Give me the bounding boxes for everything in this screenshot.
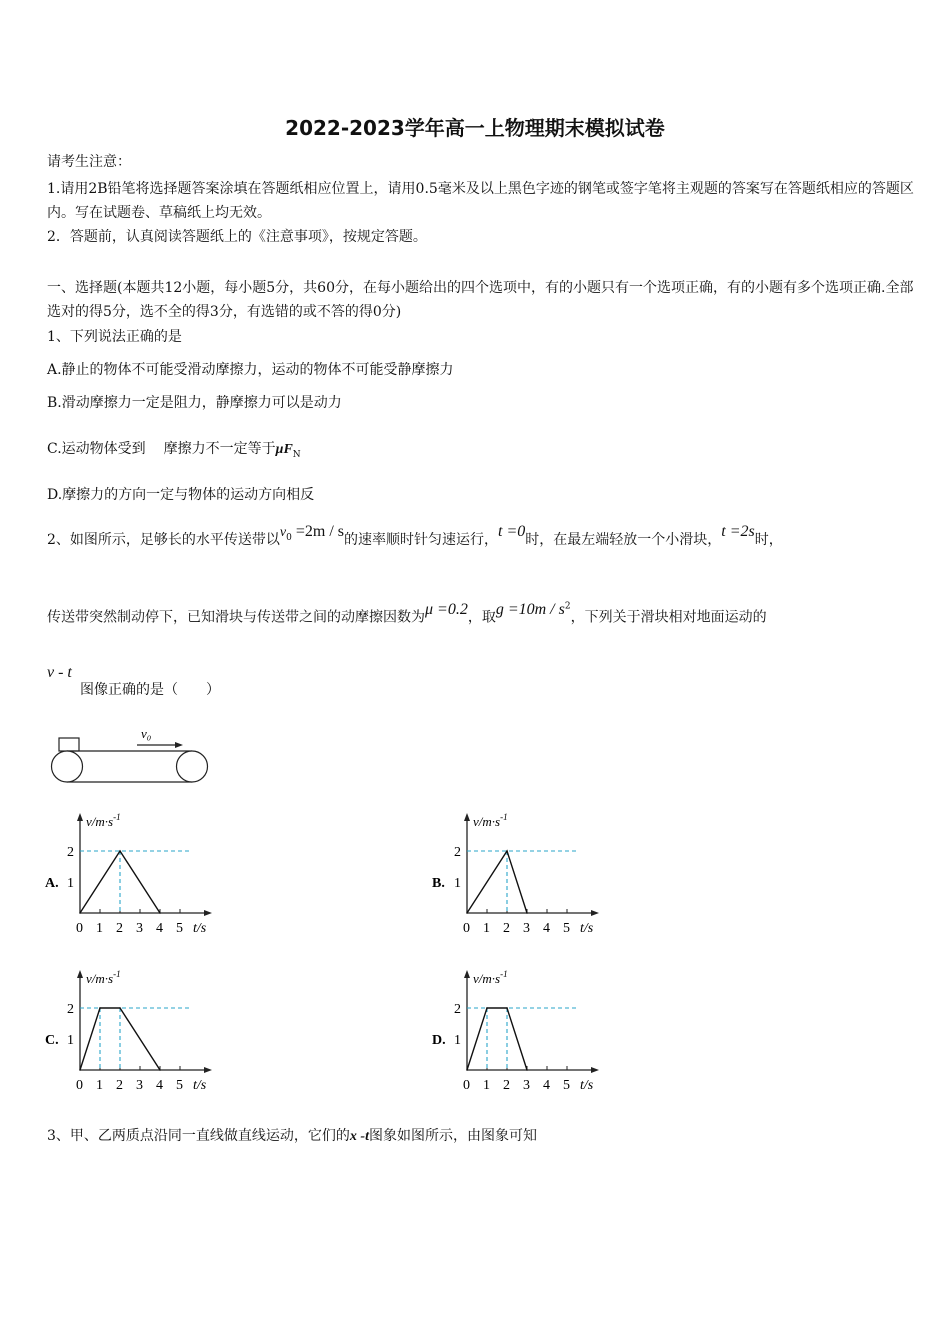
data-point	[159, 912, 161, 914]
data-point	[79, 1069, 81, 1071]
x-axis-arrow-icon	[591, 910, 599, 916]
x-tick-label: 4	[543, 1078, 550, 1093]
x-axis-arrow-icon	[591, 1067, 599, 1073]
right-pulley	[177, 751, 208, 782]
x-tick-label: 0	[76, 921, 83, 936]
data-point	[159, 1069, 161, 1071]
velocity-curve	[467, 1008, 527, 1070]
y-axis-arrow-icon	[464, 813, 470, 821]
data-point	[79, 912, 81, 914]
x-tick-label: 4	[156, 1078, 163, 1093]
q2-text-1: 2、如图所示，足够长的水平传送带以	[47, 532, 280, 548]
q2-stem-line3: 图像正确的是（ ）	[80, 682, 220, 698]
y-axis-label: $v/m\cdot s^{-1}$	[473, 969, 508, 986]
conveyor-belt-diagram	[45, 720, 215, 790]
data-point	[506, 850, 508, 852]
q1-c-pre: C.运动物体受到	[47, 441, 146, 457]
x-axis-arrow-icon	[204, 910, 212, 916]
vt-graph-d	[432, 965, 617, 1095]
notice-item-1: 1.请用2B铅笔将选择题答案涂填在答题纸相应位置上，请用0.5毫米及以上黑色字迹的钢笔或签字笔将主观题的答案写在答题纸相应的答题区内。写在试题卷、草稿纸上均无效。	[47, 181, 914, 221]
x-tick-label: 2	[503, 921, 510, 936]
q1-option-b: B.滑动摩擦力一定是阻力，静摩擦力可以是动力	[47, 395, 342, 411]
x-tick-label: 3	[136, 921, 143, 936]
x-tick-label: 3	[523, 1078, 530, 1093]
velocity-curve	[467, 851, 527, 913]
y-tick-label: 1	[454, 876, 461, 891]
q2-mu: μ =0.2	[425, 600, 468, 618]
y-axis-arrow-icon	[77, 970, 83, 978]
option-label: C.	[45, 1033, 59, 1048]
x-tick-label: 1	[96, 921, 103, 936]
y-axis-label: $v/m\cdot s^{-1}$	[473, 812, 508, 829]
q1-c-post: 摩擦力不一定等于	[163, 441, 276, 457]
q2-v0-symbol: v	[279, 525, 287, 540]
x-tick-label: 0	[76, 1078, 83, 1093]
q2-text-7: ，下列关于滑块相对地面运动的	[570, 609, 767, 626]
q2-text-5: 传送带突然制动停下，已知滑块与传送带之间的动摩擦因数为	[47, 609, 425, 626]
x-tick-label: 3	[136, 1078, 143, 1093]
y-axis-label: $v/m\cdot s^{-1}$	[86, 812, 121, 829]
q2-v0-value: =2m / s	[291, 523, 344, 540]
x-tick-label: 5	[563, 1078, 570, 1093]
option-label: D.	[432, 1033, 446, 1048]
data-point	[526, 912, 528, 914]
y-axis-arrow-icon	[464, 970, 470, 978]
q3-xt: x -t	[349, 1129, 369, 1144]
x-tick-label: 1	[483, 1078, 490, 1093]
x-axis-label: t/s	[193, 1078, 207, 1093]
q1-c-sub: N	[292, 449, 301, 460]
data-point	[466, 1069, 468, 1071]
y-tick-label: 2	[454, 845, 461, 860]
y-tick-label: 1	[67, 876, 74, 891]
slider-block	[59, 738, 79, 751]
y-tick-label: 1	[454, 1033, 461, 1048]
x-tick-label: 0	[463, 1078, 470, 1093]
option-label: A.	[45, 876, 59, 891]
data-point	[526, 1069, 528, 1071]
x-axis-label: t/s	[193, 921, 207, 936]
x-tick-label: 5	[563, 921, 570, 936]
q2-g-sup: 2	[564, 601, 571, 611]
y-axis-label: $v/m\cdot s^{-1}$	[86, 969, 121, 986]
x-tick-label: 2	[503, 1078, 510, 1093]
q2-t0: t =0	[498, 523, 526, 540]
data-point	[466, 912, 468, 914]
x-tick-label: 4	[543, 921, 550, 936]
x-tick-label: 1	[96, 1078, 103, 1093]
x-axis-label: t/s	[580, 921, 594, 936]
arrow-head-icon	[175, 742, 183, 748]
q1-option-c	[47, 439, 917, 465]
q2-stem-line2	[47, 600, 917, 628]
q3-text-2: 图象如图所示，由图象可知	[368, 1128, 537, 1144]
data-point	[119, 1007, 121, 1009]
page-title: 2022-2023学年高一上物理期末模拟试卷	[285, 116, 665, 140]
q1-option-a: A.静止的物体不可能受滑动摩擦力，运动的物体不可能受静摩擦力	[47, 362, 454, 378]
data-point	[119, 850, 121, 852]
x-axis-label: t/s	[580, 1078, 594, 1093]
q2-text-6: ，取	[467, 609, 496, 626]
q2-vt-symbol: v - t	[47, 664, 72, 681]
data-point	[506, 1007, 508, 1009]
data-point	[99, 1007, 101, 1009]
y-tick-label: 2	[454, 1002, 461, 1017]
x-tick-label: 3	[523, 921, 530, 936]
notice-item-2: 2．答题前，认真阅读答题纸上的《注意事项》，按规定答题。	[47, 229, 427, 245]
notice-heading: 请考生注意：	[47, 154, 131, 170]
q1-option-d: D.摩擦力的方向一定与物体的运动方向相反	[47, 487, 315, 503]
left-pulley	[52, 751, 83, 782]
y-axis-arrow-icon	[77, 813, 83, 821]
q2-v0-sub: 0	[286, 532, 292, 543]
q3-text-1: 3、甲、乙两质点沿同一直线做直线运动，它们的	[47, 1128, 350, 1144]
x-tick-label: 2	[116, 921, 123, 936]
data-point	[486, 1007, 488, 1009]
q1-c-formula: μF	[275, 442, 293, 457]
q3-stem	[47, 1126, 917, 1147]
vt-graph-a	[45, 808, 230, 938]
x-tick-label: 5	[176, 921, 183, 936]
option-label: B.	[432, 876, 445, 891]
section-header: 一、选择题(本题共12小题，每小题5分，共60分，在每小题给出的四个选项中，有的小题只有一个选项正确，有的小题有多个选项正确.全部选对的得5分，选不全的得3分，有选错的或不答的得0分)	[47, 280, 914, 320]
q2-text-3: 时，在最左端轻放一个小滑块，	[525, 532, 722, 548]
q2-stem-line1	[47, 523, 917, 556]
q2-text-4: 时，	[754, 532, 783, 548]
y-tick-label: 2	[67, 845, 74, 860]
vt-graph-c	[45, 965, 230, 1095]
x-tick-label: 5	[176, 1078, 183, 1093]
x-tick-label: 4	[156, 921, 163, 936]
vt-graph-b	[432, 808, 617, 938]
x-tick-label: 0	[463, 921, 470, 936]
x-tick-label: 1	[483, 921, 490, 936]
q2-t2: t =2s	[721, 523, 755, 540]
x-tick-label: 2	[116, 1078, 123, 1093]
y-tick-label: 2	[67, 1002, 74, 1017]
q1-stem: 1、下列说法正确的是	[47, 329, 182, 345]
y-tick-label: 1	[67, 1033, 74, 1048]
x-axis-arrow-icon	[204, 1067, 212, 1073]
q2-g: g =10m / s	[495, 600, 565, 618]
belt-velocity-label: v₀	[141, 726, 152, 741]
q2-text-2: 的速率顺时针匀速运行，	[344, 532, 498, 548]
